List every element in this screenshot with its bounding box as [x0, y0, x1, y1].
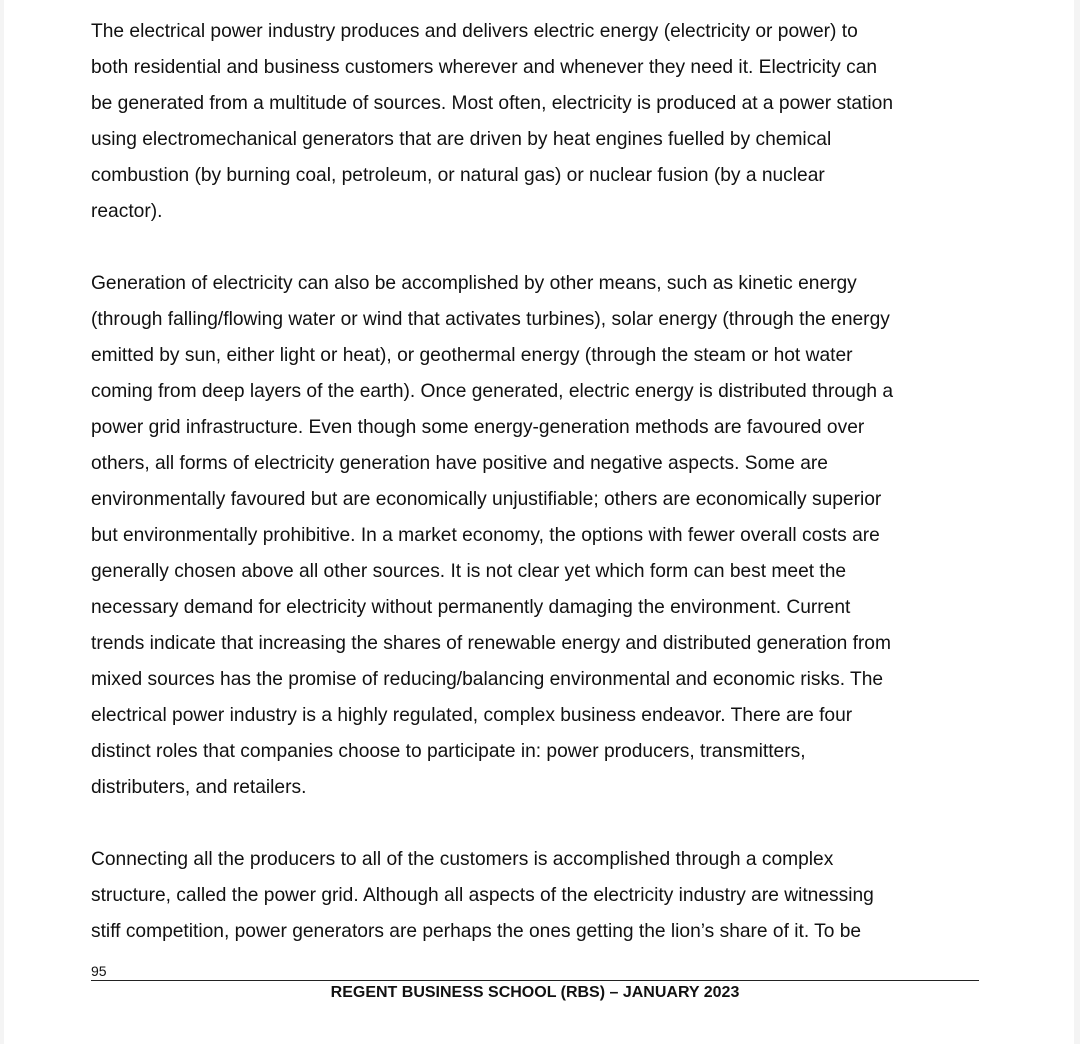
paragraph-3: Connecting all the producers to all of the customers is accomplished through a complex structure, called the power grid. Although all aspects of the electricity industry are witnessing stiff competition, power generators are perhaps the ones getting the lion’s share of it. To be: [91, 849, 874, 942]
paragraph-2: Generation of electricity can also be accomplished by other means, such as kinetic energy (through falling/flowing water or wind that activates turbines), solar energy (through the energy emitted by sun, either light or heat), or geothermal energy (through the steam or hot water coming from deep layers of the earth). Once generated, electric energy is distributed through a power grid infrastructure. Even though some energy-generation methods are favoured over others, all forms of electricity generation have positive and negative aspects. Some are environmentally favoured but are economically unjustifiable; others are economically superior but environmentally prohibitive. In a market economy, the options with fewer overall costs are generally chosen above all other sources. It is not clear yet which form can best meet the necessary demand for electricity without permanently damaging the environment. Current trends indicate that increasing the shares of renewable energy and distributed generation from mixed sources has the promise of reducing/balancing environmental and economic risks. The electrical power industry is a highly regulated, complex business endeavor. There are four distinct roles that companies choose to participate in: power producers, transmitters, distributers, and retailers.: [91, 273, 894, 798]
footer-title: REGENT BUSINESS SCHOOL (RBS) – JANUARY 2023: [330, 984, 740, 1001]
document-page: [4, 0, 1074, 1044]
page-number: 95: [91, 963, 107, 979]
body-text: [91, 14, 991, 986]
footer-divider: [91, 980, 979, 981]
paragraph-1: The electrical power industry produces and delivers electric energy (electricity or power) to both residential and business customers wherever and whenever they need it. Electricity can be generated from a multitude of sources. Most often, electricity is produced at a power station using electromechanical generators that are driven by heat engines fuelled by chemical combustion (by burning coal, petroleum, or natural gas) or nuclear fusion (by a nuclear reactor).: [91, 21, 894, 222]
